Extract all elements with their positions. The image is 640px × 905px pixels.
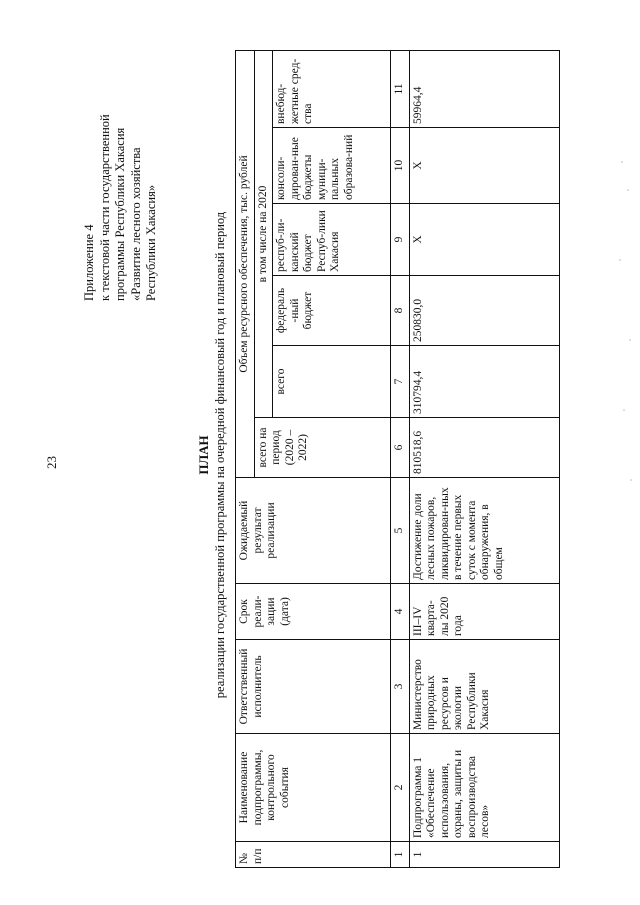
header-executor: Ответственный исполнитель	[236, 640, 391, 734]
column-number: 1	[391, 842, 410, 868]
header-name: Наименование подпрограммы, контрольного события	[236, 734, 391, 842]
column-number: 3	[391, 640, 410, 734]
header-result: Ожидаемый результат реализации	[236, 478, 391, 584]
header-row	[236, 51, 255, 868]
appendix-line: «Развитие лесного хозяйства	[128, 147, 143, 301]
plan-table	[235, 50, 560, 868]
row-result: Достижение доли лесных пожаров, ликвидирован-ных в течение первых суток с момента обнаружения, в общем	[409, 478, 559, 584]
document-subtitle: реализации государственной программы на очередной финансовый год и плановый период	[213, 211, 227, 699]
row-republic: X	[409, 204, 559, 276]
column-number: 10	[391, 128, 410, 204]
page-number: 23	[44, 456, 59, 469]
column-number: 9	[391, 204, 410, 276]
column-number: 5	[391, 478, 410, 584]
column-number: 11	[391, 51, 410, 128]
row-municipal: X	[409, 128, 559, 204]
column-number-row	[391, 51, 410, 868]
header-volume: Объем ресурсного обеспечения, тыс. рублей	[236, 51, 255, 478]
appendix-line: Приложение 4	[82, 224, 96, 301]
column-number: 2	[391, 734, 410, 842]
column-number: 6	[391, 418, 410, 478]
row-executor: Министерство природных ресурсов и экологии Республики Хакасия	[409, 640, 559, 734]
row-total-period: 810518,6	[409, 418, 559, 478]
header-total-period: всего на период (2020 – 2022)	[254, 418, 391, 478]
row-deadline: III–IV кварта-лы 2020 года	[409, 584, 559, 640]
header-extra: внебюд-жетные сред-ства	[273, 51, 391, 128]
column-number: 4	[391, 584, 410, 640]
document-title: ПЛАН	[196, 435, 211, 475]
appendix-line: к текстовой части государственной	[97, 114, 112, 301]
header-num: № п/п	[236, 842, 391, 868]
appendix-block	[82, 61, 160, 301]
header-in-2020: в том числе на 2020	[254, 51, 273, 418]
header-municipal: консоли-дирован-ные бюджеты муници-пальных образова-ний	[273, 128, 391, 204]
title-block	[196, 45, 228, 865]
row-federal: 250830,0	[409, 276, 559, 346]
header-deadline: Срок реали-зации (дата)	[236, 584, 391, 640]
scan-artifacts	[616, 150, 636, 500]
header-republic: респуб-ли-канский бюджет Респуб-лики Хакасия	[273, 204, 391, 276]
header-federal: федераль -ный бюджет	[273, 276, 391, 346]
row-extra: 59964,4	[409, 51, 559, 128]
column-number: 7	[391, 346, 410, 418]
table-row	[409, 51, 559, 868]
row-name: Подпрограмма 1 «Обеспечение использования, охраны, защиты и воспроизводства лесов»	[409, 734, 559, 842]
row-num: 1	[409, 842, 559, 868]
appendix-line: программы Республики Хакасия	[113, 127, 127, 301]
header-total: всего	[273, 346, 391, 418]
column-number: 8	[391, 276, 410, 346]
row-total: 310794,4	[409, 346, 559, 418]
appendix-line: Республики Хакасия»	[144, 184, 158, 301]
